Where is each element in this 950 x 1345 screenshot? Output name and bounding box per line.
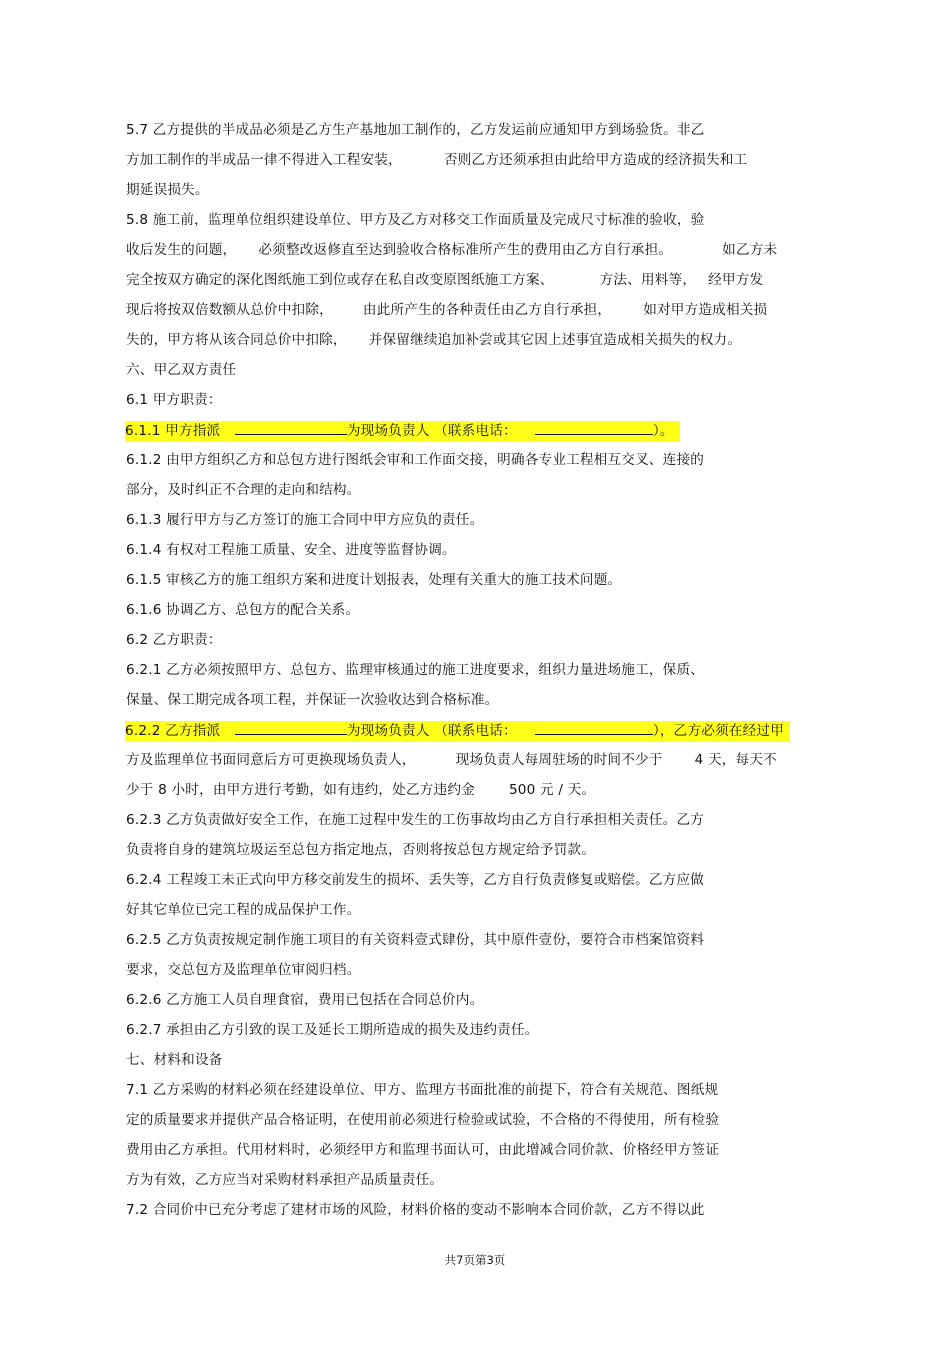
clause-6-2-7: 6.2.7 承担由乙方引致的误工及延长工期所造成的损失及违约责任。 xyxy=(126,1022,539,1038)
clause-6-1-heading: 6.1 甲方职责： xyxy=(126,392,222,408)
text-segment: 4 天，每天不 xyxy=(694,752,777,768)
section-7-heading: 七、材料和设备 xyxy=(126,1052,223,1068)
highlighted-clause xyxy=(125,421,680,442)
text-segment: 失的，甲方将从该合同总价中扣除， xyxy=(126,332,347,348)
blank-phone-field[interactable] xyxy=(535,420,653,435)
clause-6-1-3: 6.1.3 履行甲方与乙方签订的施工合同中甲方应负的责任。 xyxy=(126,512,484,528)
clause-5-7-line-3: 期延误损失。 xyxy=(126,182,209,198)
clause-6-2-4-line-1: 6.2.4 工程竣工未正式向甲方移交前发生的损坏、丢失等，乙方自行负责修复或赔偿。乙方应做 xyxy=(126,872,705,888)
text-segment: ）。 xyxy=(652,423,674,439)
section-6-heading: 六、甲乙双方责任 xyxy=(126,362,237,378)
clause-5-7-line-1: 5.7 乙方提供的半成品必须是乙方生产基地加工制作的，乙方发运前应通知甲方到场验货。非乙 xyxy=(126,122,705,138)
clause-6-1-1 xyxy=(126,420,680,441)
text-segment: 完全按双方确定的深化图纸施工到位或存在私自改变原图纸施工方案、 xyxy=(126,272,554,288)
text-segment: 方法、用料等， xyxy=(599,272,697,288)
text-segment: 为现场负责人 （联系电话： xyxy=(346,423,517,439)
clause-6-2-2-line-3 xyxy=(126,780,595,800)
clause-5-8-line-3 xyxy=(126,270,763,290)
text-segment: 为现场负责人 （联系电话： xyxy=(346,723,517,739)
clause-6-2-4-line-2: 好其它单位已完工程的成品保护工作。 xyxy=(126,902,361,918)
clause-6-2-3-line-1: 6.2.3 乙方负责做好安全工作，在施工过程中发生的工伤事故均由乙方自行承担相关责任。乙方 xyxy=(126,812,705,828)
clause-5-8-line-2 xyxy=(126,240,777,260)
clause-6-1-6: 6.1.6 协调乙方、总包方的配合关系。 xyxy=(126,602,360,618)
text-segment: 如对甲方造成相关损 xyxy=(643,302,768,318)
clause-6-2-2-line-1 xyxy=(126,720,790,741)
clause-5-8-line-4 xyxy=(126,300,767,320)
text-segment: 现场负责人每周驻场的时间不少于 xyxy=(455,752,663,768)
clause-6-2-5-line-1: 6.2.5 乙方负责按规定制作施工项目的有关资料壹式肆份，其中原件壹份，要符合市档案馆资料 xyxy=(126,932,705,948)
text-segment: 500 元 / 天。 xyxy=(508,782,596,798)
text-segment: 经甲方发 xyxy=(708,272,764,288)
page-footer: 共7页第3页 xyxy=(444,1253,506,1267)
clause-6-2-1-line-1: 6.2.1 乙方必须按照甲方、总包方、监理审核通过的施工进度要求，组织力量进场施工，保质、 xyxy=(126,662,705,678)
blank-name-field[interactable] xyxy=(235,420,347,435)
text-segment: 方加工制作的半成品一律不得进入工程安装， xyxy=(126,152,402,168)
clause-7-1-line-3: 费用由乙方承担。代用材料时，必须经甲方和监理书面认可，由此增减合同价款、价格经甲方签证 xyxy=(126,1142,720,1158)
clause-6-2-heading: 6.2 乙方职责： xyxy=(126,632,222,648)
clause-7-1-line-1: 7.1 乙方采购的材料必须在经建设单位、甲方、监理方书面批准的前提下，符合有关规范、图纸规 xyxy=(126,1082,719,1098)
clause-6-2-3-line-2: 负责将自身的建筑垃圾运至总包方指定地点，否则将按总包方规定给予罚款。 xyxy=(126,842,595,858)
clause-6-2-6: 6.2.6 乙方施工人员自理食宿，费用已包括在合同总价内。 xyxy=(126,992,484,1008)
text-segment: 方及监理单位书面同意后方可更换现场负责人， xyxy=(126,752,416,768)
clause-5-8-line-1: 5.8 施工前，监理单位组织建设单位、甲方及乙方对移交工作面质量及完成尺寸标准的验收，验 xyxy=(126,212,705,228)
text-segment: 必须整改返修直至达到验收合格标准所产生的费用由乙方自行承担。 xyxy=(258,242,673,258)
text-segment: 并保留继续追加补尝或其它因上述事宜造成相关损失的权力。 xyxy=(368,332,742,348)
blank-phone-field[interactable] xyxy=(535,720,653,735)
clause-6-1-4: 6.1.4 有权对工程施工质量、安全、进度等监督协调。 xyxy=(126,542,456,558)
text-segment: 如乙方未 xyxy=(722,242,778,258)
clause-7-1-line-4: 方为有效，乙方应当对采购材料承担产品质量责任。 xyxy=(126,1172,444,1188)
blank-name-field[interactable] xyxy=(235,720,347,735)
text-segment: 6.1.1 甲方指派 xyxy=(125,423,225,439)
clause-6-1-2-line-2: 部分，及时纠正不合理的走向和结构。 xyxy=(126,482,361,498)
clause-6-2-1-line-2: 保量、保工期完成各项工程，并保证一次验收达到合格标准。 xyxy=(126,692,499,708)
text-segment: 少于 8 小时，由甲方进行考勤，如有违约，处乙方违约金 xyxy=(126,782,475,798)
text-segment: ），乙方必须在经过甲 xyxy=(652,723,784,739)
clause-6-2-5-line-2: 要求，交总包方及监理单位审阅归档。 xyxy=(126,962,361,978)
text-segment: 现后将按双倍数额从总价中扣除， xyxy=(126,302,333,318)
text-segment: 否则乙方还须承担由此给甲方造成的经济损失和工 xyxy=(443,152,748,168)
text-segment: 由此所产生的各种责任由乙方自行承担， xyxy=(362,302,612,318)
clause-7-2-line-1: 7.2 合同价中已充分考虑了建材市场的风险，材料价格的变动不影响本合同价款，乙方不得以此 xyxy=(126,1202,705,1218)
text-segment: 收后发生的问题， xyxy=(126,242,237,258)
clause-6-1-2-line-1: 6.1.2 由甲方组织乙方和总包方进行图纸会审和工作面交接，明确各专业工程相互交叉、连接的 xyxy=(126,452,705,468)
clause-6-1-5: 6.1.5 审核乙方的施工组织方案和进度计划报表，处理有关重大的施工技术问题。 xyxy=(126,572,622,588)
highlighted-clause xyxy=(125,721,790,742)
clause-7-1-line-2: 定的质量要求并提供产品合格证明，在使用前必须进行检验或试验，不合格的不得使用，所有检验 xyxy=(126,1112,720,1128)
text-segment: 6.2.2 乙方指派 xyxy=(125,723,225,739)
clause-6-2-2-line-2 xyxy=(126,750,777,770)
clause-5-8-line-5 xyxy=(126,330,741,350)
clause-5-7-line-2 xyxy=(126,150,747,170)
